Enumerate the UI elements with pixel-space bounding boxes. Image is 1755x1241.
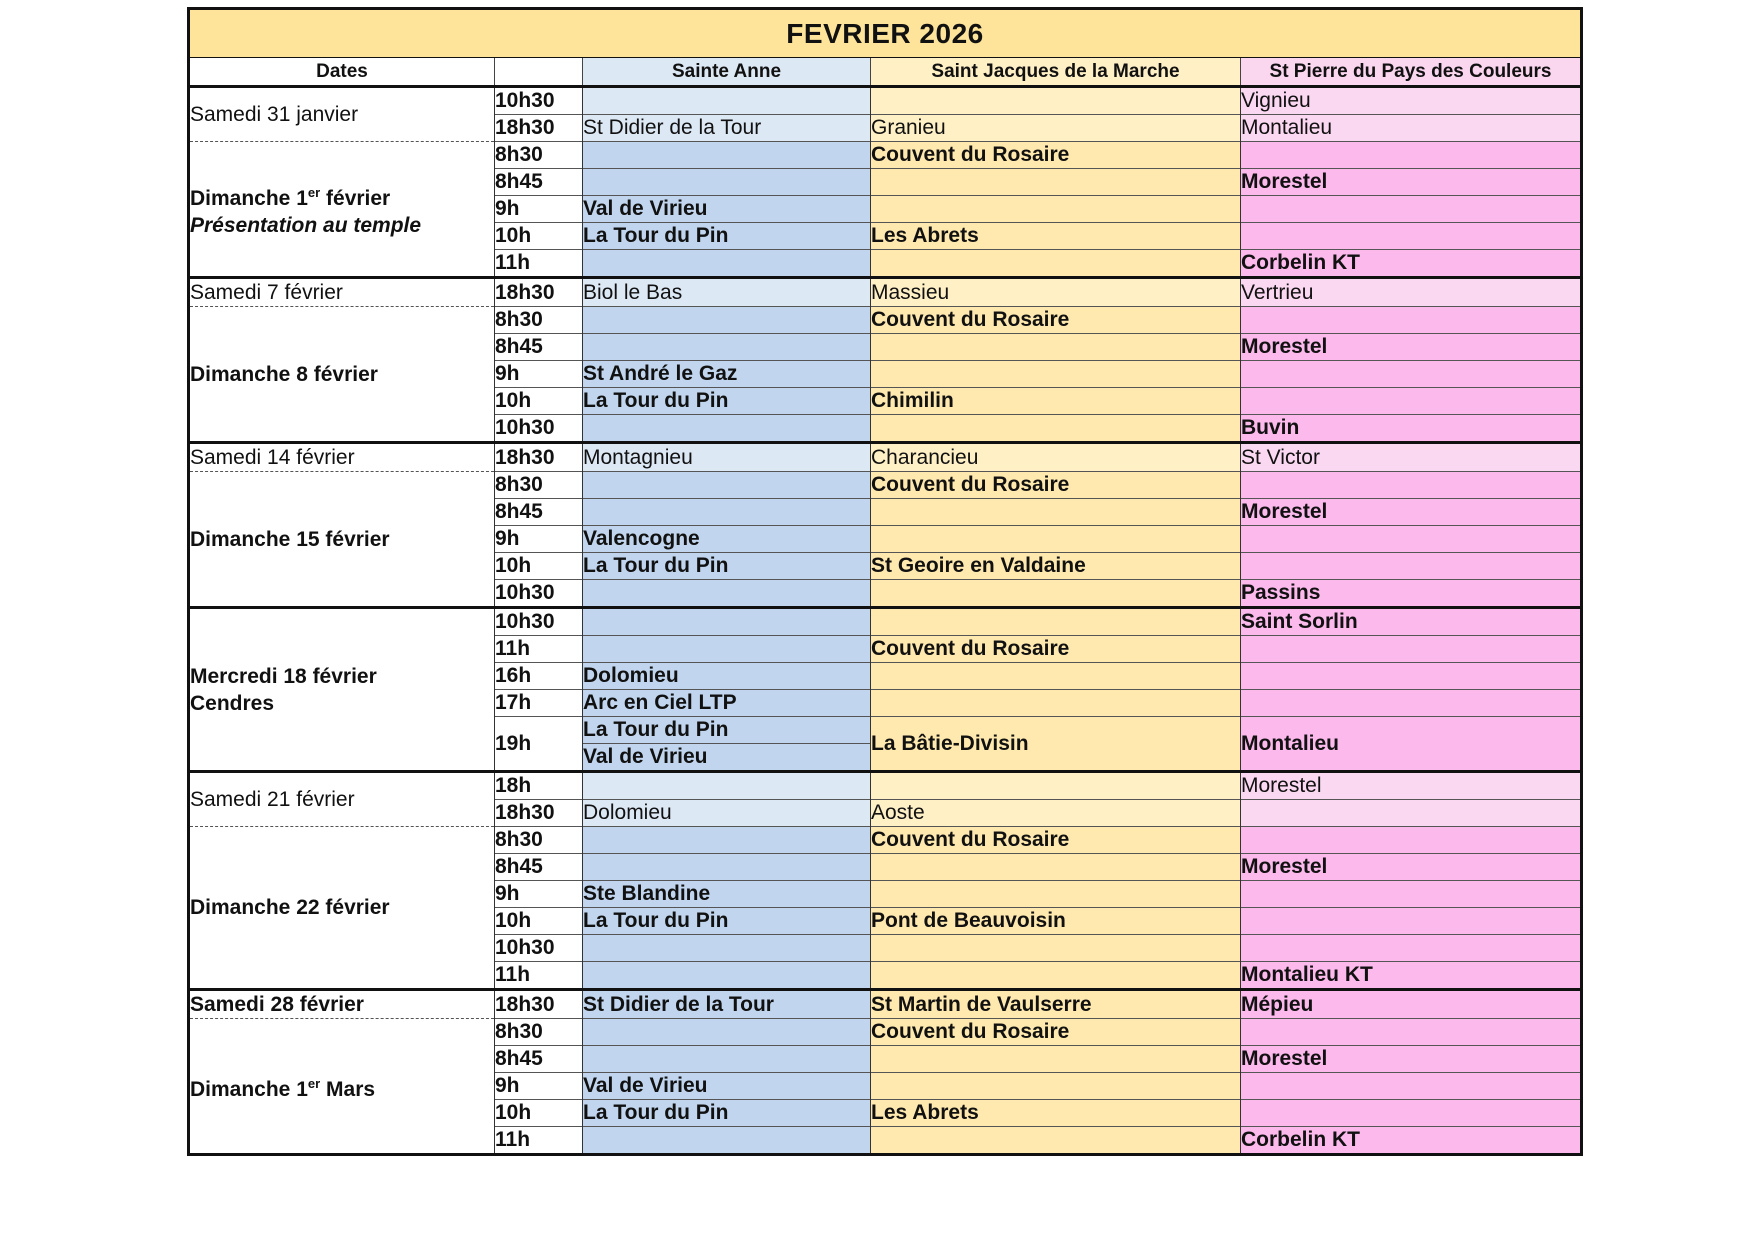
- sainte-anne-cell: La Tour du Pin: [583, 1100, 871, 1127]
- date-label-prefix: Dimanche 1: [190, 187, 308, 210]
- date-cell: [189, 990, 495, 1019]
- time-cell: 10h: [495, 223, 583, 250]
- sainte-anne-cell: [583, 472, 871, 499]
- sainte-anne-cell: [583, 250, 871, 278]
- st-pierre-cell: [1241, 526, 1582, 553]
- sainte-anne-cell: [583, 580, 871, 608]
- st-pierre-cell: [1241, 553, 1582, 580]
- table-row: [189, 87, 1582, 115]
- saint-jacques-cell: Granieu: [871, 115, 1241, 142]
- saint-jacques-cell: Chimilin: [871, 388, 1241, 415]
- saint-jacques-cell: Massieu: [871, 278, 1241, 307]
- time-cell: 10h30: [495, 935, 583, 962]
- sainte-anne-cell: La Tour du Pin: [583, 388, 871, 415]
- saint-jacques-cell: Couvent du Rosaire: [871, 1019, 1241, 1046]
- time-cell: 11h: [495, 1127, 583, 1155]
- saint-jacques-cell: Les Abrets: [871, 1100, 1241, 1127]
- st-pierre-cell: Morestel: [1241, 169, 1582, 196]
- st-pierre-cell: Morestel: [1241, 854, 1582, 881]
- time-cell: 18h30: [495, 990, 583, 1019]
- date-label: Samedi 21 février: [190, 788, 355, 811]
- st-pierre-cell: Montalieu KT: [1241, 962, 1582, 990]
- date-subtitle: Présentation au temple: [190, 214, 422, 237]
- st-pierre-cell: [1241, 1019, 1582, 1046]
- sainte-anne-cell: Montagnieu: [583, 443, 871, 472]
- st-pierre-cell: Vignieu: [1241, 87, 1582, 115]
- time-cell: 9h: [495, 526, 583, 553]
- sainte-anne-cell: La Tour du Pin: [583, 717, 871, 744]
- saint-jacques-cell: [871, 772, 1241, 800]
- date-label-prefix: Dimanche 1: [190, 1077, 308, 1101]
- st-pierre-cell: Corbelin KT: [1241, 250, 1582, 278]
- saint-jacques-cell: St Martin de Vaulserre: [871, 990, 1241, 1019]
- time-cell: 10h: [495, 908, 583, 935]
- table-row: [189, 142, 1582, 169]
- sainte-anne-cell: [583, 415, 871, 443]
- header-saint-jacques: Saint Jacques de la Marche: [871, 58, 1241, 87]
- saint-jacques-cell: [871, 690, 1241, 717]
- st-pierre-cell: [1241, 142, 1582, 169]
- date-label: Samedi 28 février: [190, 993, 364, 1016]
- time-cell: 10h: [495, 1100, 583, 1127]
- sainte-anne-cell: Arc en Ciel LTP: [583, 690, 871, 717]
- st-pierre-cell: [1241, 935, 1582, 962]
- st-pierre-cell: Corbelin KT: [1241, 1127, 1582, 1155]
- time-cell: 8h30: [495, 142, 583, 169]
- table-row: [189, 443, 1582, 472]
- date-cell: [189, 142, 495, 278]
- saint-jacques-cell: [871, 580, 1241, 608]
- sainte-anne-cell: Ste Blandine: [583, 881, 871, 908]
- sainte-anne-cell: [583, 1046, 871, 1073]
- saint-jacques-cell: Couvent du Rosaire: [871, 472, 1241, 499]
- time-cell: 10h: [495, 553, 583, 580]
- saint-jacques-cell: Couvent du Rosaire: [871, 636, 1241, 663]
- st-pierre-cell: [1241, 908, 1582, 935]
- saint-jacques-cell: Pont de Beauvoisin: [871, 908, 1241, 935]
- st-pierre-cell: Saint Sorlin: [1241, 608, 1582, 636]
- st-pierre-cell: [1241, 881, 1582, 908]
- time-cell: 18h30: [495, 278, 583, 307]
- st-pierre-cell: [1241, 800, 1582, 827]
- st-pierre-cell: [1241, 388, 1582, 415]
- saint-jacques-cell: [871, 334, 1241, 361]
- sainte-anne-cell: [583, 87, 871, 115]
- date-cell: [189, 278, 495, 307]
- date-label: Dimanche 8 février: [190, 362, 378, 386]
- header-sainte-anne: Sainte Anne: [583, 58, 871, 87]
- sainte-anne-cell: [583, 854, 871, 881]
- date-cell: [189, 827, 495, 990]
- st-pierre-cell: Morestel: [1241, 1046, 1582, 1073]
- time-cell: 10h: [495, 388, 583, 415]
- saint-jacques-cell: [871, 962, 1241, 990]
- time-cell: 9h: [495, 361, 583, 388]
- saint-jacques-cell: Couvent du Rosaire: [871, 827, 1241, 854]
- mass-schedule-table: [187, 7, 1583, 1156]
- time-cell: 8h30: [495, 1019, 583, 1046]
- st-pierre-cell: Morestel: [1241, 499, 1582, 526]
- date-cell: [189, 307, 495, 443]
- st-pierre-cell: [1241, 196, 1582, 223]
- sainte-anne-cell: [583, 169, 871, 196]
- st-pierre-cell: [1241, 307, 1582, 334]
- time-cell: 18h30: [495, 800, 583, 827]
- time-cell: 8h45: [495, 1046, 583, 1073]
- sainte-anne-cell: La Tour du Pin: [583, 908, 871, 935]
- table-row: [189, 1019, 1582, 1046]
- st-pierre-cell: Montalieu: [1241, 115, 1582, 142]
- sainte-anne-cell: [583, 636, 871, 663]
- date-superscript: er: [307, 185, 321, 200]
- st-pierre-cell: Mépieu: [1241, 990, 1582, 1019]
- time-cell: 9h: [495, 1073, 583, 1100]
- time-cell: 8h30: [495, 472, 583, 499]
- time-cell: 18h30: [495, 443, 583, 472]
- st-pierre-cell: Passins: [1241, 580, 1582, 608]
- date-label-suffix: février: [320, 187, 391, 210]
- time-cell: 10h30: [495, 87, 583, 115]
- st-pierre-cell: [1241, 361, 1582, 388]
- saint-jacques-cell: [871, 361, 1241, 388]
- header-st-pierre: St Pierre du Pays des Couleurs: [1241, 58, 1582, 87]
- saint-jacques-cell: Charancieu: [871, 443, 1241, 472]
- time-cell: 18h: [495, 772, 583, 800]
- page-title: FEVRIER 2026: [189, 9, 1582, 58]
- time-cell: 8h30: [495, 307, 583, 334]
- st-pierre-cell: [1241, 827, 1582, 854]
- time-cell: 8h45: [495, 499, 583, 526]
- date-cell: [189, 772, 495, 827]
- sainte-anne-cell: [583, 1019, 871, 1046]
- sainte-anne-cell: [583, 307, 871, 334]
- saint-jacques-cell: [871, 663, 1241, 690]
- date-cell: [189, 87, 495, 142]
- table-row: [189, 772, 1582, 800]
- sainte-anne-cell: [583, 608, 871, 636]
- sainte-anne-cell: Val de Virieu: [583, 196, 871, 223]
- st-pierre-cell: [1241, 1100, 1582, 1127]
- time-cell: 10h30: [495, 415, 583, 443]
- time-cell: 10h30: [495, 608, 583, 636]
- date-label: [190, 1070, 494, 1103]
- time-cell: 8h45: [495, 169, 583, 196]
- table-row: [189, 307, 1582, 334]
- st-pierre-cell: Buvin: [1241, 415, 1582, 443]
- date-cell: [189, 608, 495, 772]
- sainte-anne-cell: La Tour du Pin: [583, 223, 871, 250]
- sainte-anne-cell: St André le Gaz: [583, 361, 871, 388]
- saint-jacques-cell: [871, 499, 1241, 526]
- time-cell: 11h: [495, 636, 583, 663]
- date-subtitle: Cendres: [190, 691, 275, 715]
- time-cell: 11h: [495, 962, 583, 990]
- saint-jacques-cell: St Geoire en Valdaine: [871, 553, 1241, 580]
- time-cell: 11h: [495, 250, 583, 278]
- sainte-anne-cell: Valencogne: [583, 526, 871, 553]
- sainte-anne-cell: Biol le Bas: [583, 278, 871, 307]
- date-label: Samedi 14 février: [190, 446, 355, 469]
- sainte-anne-cell: St Didier de la Tour: [583, 115, 871, 142]
- st-pierre-cell: Morestel: [1241, 334, 1582, 361]
- time-cell: 17h: [495, 690, 583, 717]
- sainte-anne-cell: [583, 142, 871, 169]
- table-row: [189, 608, 1582, 636]
- time-cell: 8h30: [495, 827, 583, 854]
- saint-jacques-cell: [871, 854, 1241, 881]
- saint-jacques-cell: [871, 196, 1241, 223]
- st-pierre-cell: [1241, 472, 1582, 499]
- saint-jacques-cell: [871, 881, 1241, 908]
- sainte-anne-cell: St Didier de la Tour: [583, 990, 871, 1019]
- date-cell: [189, 1019, 495, 1155]
- sainte-anne-cell: [583, 1127, 871, 1155]
- saint-jacques-cell: Couvent du Rosaire: [871, 142, 1241, 169]
- date-label: Samedi 7 février: [190, 281, 343, 304]
- date-cell: [189, 443, 495, 472]
- sainte-anne-cell: [583, 772, 871, 800]
- date-cell: [189, 472, 495, 608]
- sainte-anne-cell: [583, 935, 871, 962]
- time-cell: 19h: [495, 717, 583, 772]
- saint-jacques-cell: [871, 1046, 1241, 1073]
- saint-jacques-cell: Aoste: [871, 800, 1241, 827]
- time-cell: 8h45: [495, 854, 583, 881]
- table-row: [189, 472, 1582, 499]
- st-pierre-cell: [1241, 636, 1582, 663]
- date-label: Dimanche 15 février: [190, 527, 390, 551]
- saint-jacques-cell: [871, 935, 1241, 962]
- sainte-anne-cell: [583, 499, 871, 526]
- saint-jacques-cell: [871, 250, 1241, 278]
- saint-jacques-cell: [871, 415, 1241, 443]
- saint-jacques-cell: [871, 169, 1241, 196]
- time-cell: 9h: [495, 881, 583, 908]
- st-pierre-cell: Vertrieu: [1241, 278, 1582, 307]
- date-label: Dimanche 22 février: [190, 896, 390, 919]
- table-row: [189, 990, 1582, 1019]
- saint-jacques-cell: [871, 1073, 1241, 1100]
- st-pierre-cell: Morestel: [1241, 772, 1582, 800]
- st-pierre-cell: [1241, 690, 1582, 717]
- date-label: Mercredi 18 février: [190, 664, 377, 688]
- saint-jacques-cell: Couvent du Rosaire: [871, 307, 1241, 334]
- sainte-anne-cell: [583, 962, 871, 990]
- st-pierre-cell: St Victor: [1241, 443, 1582, 472]
- date-superscript: er: [307, 1075, 321, 1091]
- sainte-anne-cell: Dolomieu: [583, 800, 871, 827]
- time-cell: 9h: [495, 196, 583, 223]
- saint-jacques-cell: Les Abrets: [871, 223, 1241, 250]
- time-cell: 10h30: [495, 580, 583, 608]
- table-row: [189, 827, 1582, 854]
- saint-jacques-cell: [871, 608, 1241, 636]
- header-row: [189, 58, 1582, 87]
- date-label: Samedi 31 janvier: [190, 103, 359, 126]
- st-pierre-cell: [1241, 1073, 1582, 1100]
- time-cell: 18h30: [495, 115, 583, 142]
- header-time: [495, 58, 583, 87]
- saint-jacques-cell: [871, 87, 1241, 115]
- sainte-anne-cell: La Tour du Pin: [583, 553, 871, 580]
- time-cell: 16h: [495, 663, 583, 690]
- sainte-anne-cell: Val de Virieu: [583, 744, 871, 772]
- sainte-anne-cell: Dolomieu: [583, 663, 871, 690]
- date-label: [190, 179, 494, 212]
- saint-jacques-cell: [871, 1127, 1241, 1155]
- st-pierre-cell: Montalieu: [1241, 717, 1582, 772]
- sainte-anne-cell: [583, 827, 871, 854]
- sainte-anne-cell: Val de Virieu: [583, 1073, 871, 1100]
- saint-jacques-cell: [871, 526, 1241, 553]
- st-pierre-cell: [1241, 223, 1582, 250]
- time-cell: 8h45: [495, 334, 583, 361]
- saint-jacques-cell: La Bâtie-Divisin: [871, 717, 1241, 772]
- header-dates: Dates: [189, 58, 495, 87]
- date-label-suffix: Mars: [320, 1077, 376, 1101]
- sainte-anne-cell: [583, 334, 871, 361]
- table-row: [189, 278, 1582, 307]
- schedule-page: [187, 7, 1580, 1156]
- st-pierre-cell: [1241, 663, 1582, 690]
